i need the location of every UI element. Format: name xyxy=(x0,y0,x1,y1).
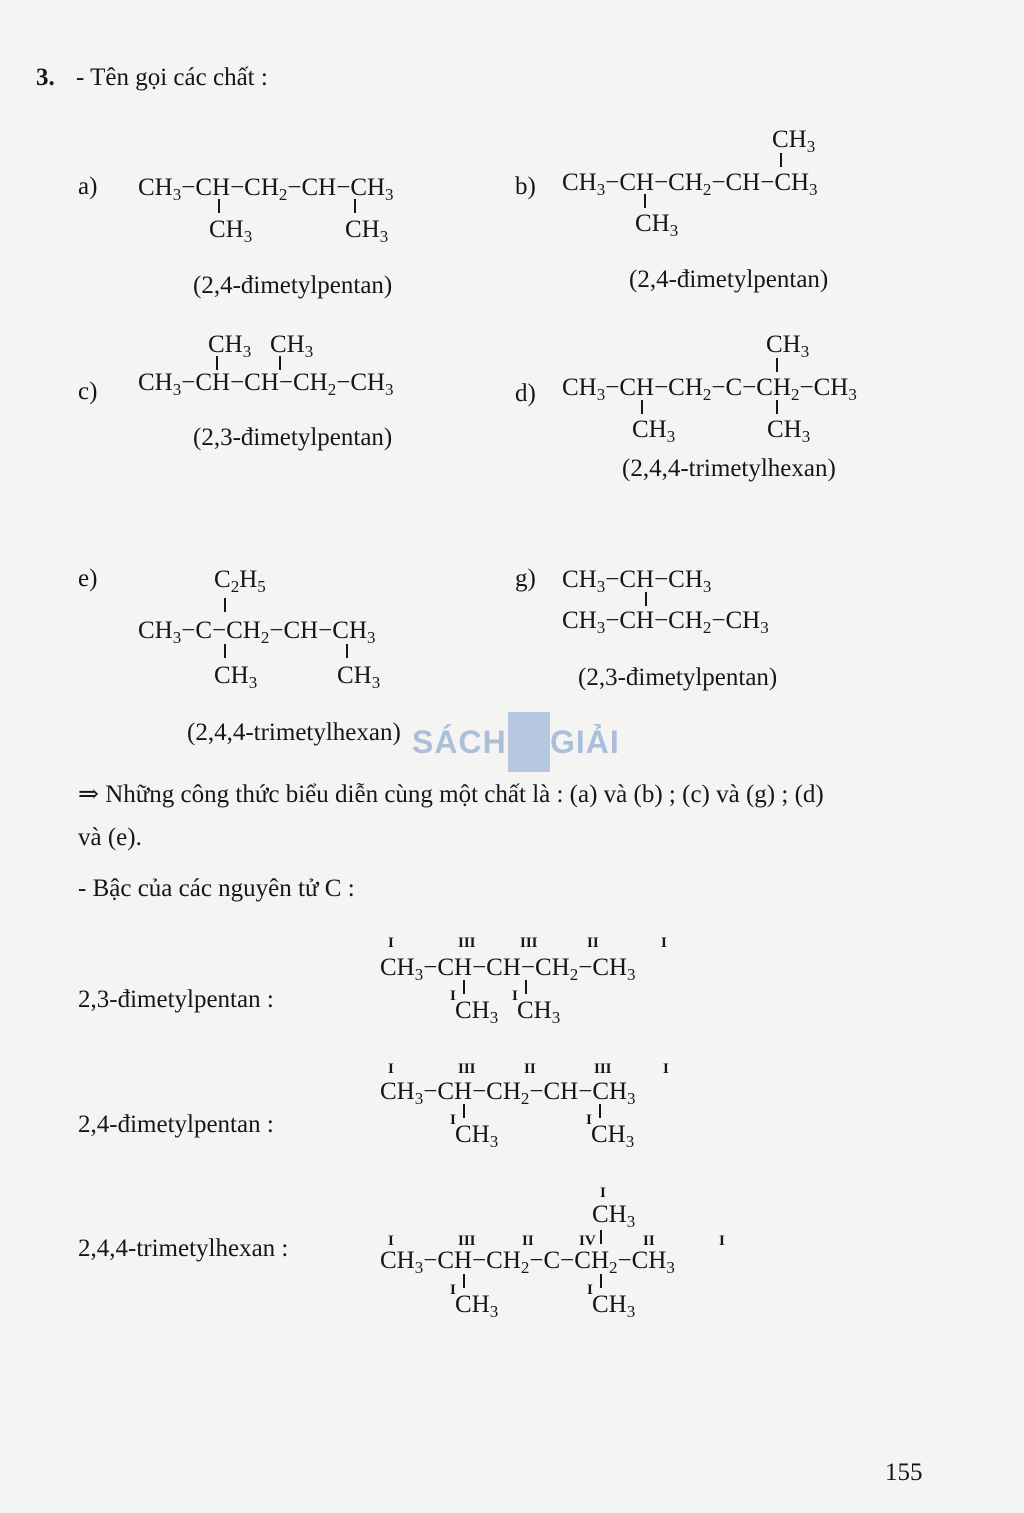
formula-c-top1: $CH_3$ xyxy=(208,331,252,361)
bond-e-top xyxy=(224,598,226,612)
mark-tm244-4: IV xyxy=(579,1233,596,1249)
mark-tm244-1: I xyxy=(388,1233,394,1249)
bond-b-top xyxy=(780,153,782,167)
mark-dm23-1: I xyxy=(388,935,394,951)
submark-dm24-2: I xyxy=(586,1112,592,1128)
bond-e-2 xyxy=(346,644,348,658)
name-e: (2,4,4-trimetylhexan) xyxy=(187,719,401,746)
bond-tm244-1 xyxy=(463,1274,465,1288)
mark-dm24-1: I xyxy=(388,1061,394,1077)
bond-dm23-1 xyxy=(463,980,465,994)
degree-label-tm244: 2,4,4-trimetylhexan : xyxy=(78,1235,289,1262)
bond-tm244-2 xyxy=(600,1274,602,1288)
degree-sub-tm244-1: $CH_3$ xyxy=(455,1291,499,1321)
watermark-right: GIẢI xyxy=(550,724,620,760)
submark-tm244-1: I xyxy=(450,1282,456,1298)
mark-dm23-4: II xyxy=(587,935,599,951)
formula-c-main: $CH_3-CH-CH-CH_2-CH_3$ xyxy=(138,369,394,399)
bond-a-1 xyxy=(218,199,220,213)
bond-g-1 xyxy=(645,592,647,606)
degree-main-dm23: $CH_3-CH-CH-CH_2-CH_3$ xyxy=(380,954,636,984)
formula-g-line2: $CH_3-CH-CH_2-CH_3$ xyxy=(562,607,769,637)
formula-e-top: $C_2H_5$ xyxy=(214,566,266,596)
degree-main-dm24: $CH_3-CH-CH_2-CH-CH_3$ xyxy=(380,1078,636,1108)
degree-sub-dm24-1: $CH_3$ xyxy=(455,1121,499,1151)
formula-a-sub2: $CH_3$ xyxy=(345,216,389,246)
degree-sub-dm23-2: $CH_3$ xyxy=(517,997,561,1027)
mark-dm23-3: III xyxy=(520,935,538,951)
submark-dm24-1: I xyxy=(450,1112,456,1128)
name-a: (2,4-đimetylpentan) xyxy=(193,272,393,299)
degree-sub-dm24-2: $CH_3$ xyxy=(591,1121,635,1151)
mark-dm23-2: III xyxy=(458,935,476,951)
bond-tm244-top xyxy=(600,1230,602,1244)
label-g: g) xyxy=(515,565,536,592)
bond-dm23-2 xyxy=(525,980,527,994)
formula-e-main: $CH_3-C-CH_2-CH-CH_3$ xyxy=(138,617,376,647)
topmark-tm244: I xyxy=(600,1185,606,1201)
mark-dm24-4: III xyxy=(594,1061,612,1077)
submark-dm23-2: I xyxy=(512,988,518,1004)
label-b: b) xyxy=(515,173,536,200)
name-b: (2,4-đimetylpentan) xyxy=(629,266,829,293)
degree-label-dm24: 2,4-đimetylpentan : xyxy=(78,1111,274,1138)
submark-tm244-2: I xyxy=(587,1282,593,1298)
label-d: d) xyxy=(515,380,536,407)
mark-tm244-6: I xyxy=(719,1233,725,1249)
formula-e-sub1: $CH_3$ xyxy=(214,662,258,692)
watermark-box xyxy=(508,712,550,772)
name-c: (2,3-đimetylpentan) xyxy=(193,424,393,451)
watermark-left: SÁCH xyxy=(412,724,507,760)
degree-sub-tm244-2: $CH_3$ xyxy=(592,1291,636,1321)
mark-dm24-5: I xyxy=(663,1061,669,1077)
page-number: 155 xyxy=(885,1459,923,1486)
submark-dm23-1: I xyxy=(450,988,456,1004)
bond-d-1 xyxy=(641,400,643,414)
degree-title: - Bậc của các nguyên tử C : xyxy=(78,875,355,902)
bond-dm24-2 xyxy=(599,1104,601,1118)
label-a: a) xyxy=(78,173,98,200)
degree-main-tm244: $CH_3-CH-CH_2-C-CH_2-CH_3$ xyxy=(380,1247,675,1277)
label-c: c) xyxy=(78,378,98,405)
label-e: e) xyxy=(78,565,98,592)
mark-tm244-3: II xyxy=(522,1233,534,1249)
bond-dm24-1 xyxy=(463,1104,465,1118)
bond-d-top xyxy=(776,358,778,372)
mark-tm244-5: II xyxy=(643,1233,655,1249)
formula-d-top: $CH_3$ xyxy=(766,331,810,361)
formula-a-main: $CH_3-CH-CH_2-CH-CH_3$ xyxy=(138,174,394,204)
degree-top-tm244: $CH_3$ xyxy=(592,1201,636,1231)
formula-e-sub2: $CH_3$ xyxy=(337,662,381,692)
name-d: (2,4,4-trimetylhexan) xyxy=(622,455,836,482)
mark-tm244-2: III xyxy=(458,1233,476,1249)
name-g: (2,3-đimetylpentan) xyxy=(578,664,778,691)
formula-d-sub1: $CH_3$ xyxy=(632,416,676,446)
formula-b-main: $CH_3-CH-CH_2-CH-CH_3$ xyxy=(562,169,818,199)
degree-sub-dm23-1: $CH_3$ xyxy=(455,997,499,1027)
mark-dm24-3: II xyxy=(524,1061,536,1077)
problem-intro: - Tên gọi các chất : xyxy=(76,64,268,91)
bond-e-1 xyxy=(224,644,226,658)
bond-b-1 xyxy=(644,194,646,208)
watermark-logo xyxy=(412,710,622,780)
bond-d-2 xyxy=(776,400,778,414)
formula-d-main: $CH_3-CH-CH_2-C-CH_2-CH_3$ xyxy=(562,374,857,404)
formula-d-sub2: $CH_3$ xyxy=(767,416,811,446)
degree-label-dm23: 2,3-đimetylpentan : xyxy=(78,986,274,1013)
conclusion-line1: ⇒ Những công thức biểu diễn cùng một chất là : (a) và (b) ; (c) và (g) ; (d) xyxy=(78,781,824,808)
formula-c-top2: $CH_3$ xyxy=(270,331,314,361)
problem-number: 3. xyxy=(36,64,55,91)
conclusion-line2: và (e). xyxy=(78,824,142,851)
mark-dm23-5: I xyxy=(661,935,667,951)
bond-a-2 xyxy=(354,199,356,213)
formula-a-sub1: $CH_3$ xyxy=(209,216,253,246)
mark-dm24-2: III xyxy=(458,1061,476,1077)
formula-b-sub1: $CH_3$ xyxy=(635,210,679,240)
formula-b-top: $CH_3$ xyxy=(772,126,816,156)
formula-g-line1: $CH_3-CH-CH_3$ xyxy=(562,566,712,596)
